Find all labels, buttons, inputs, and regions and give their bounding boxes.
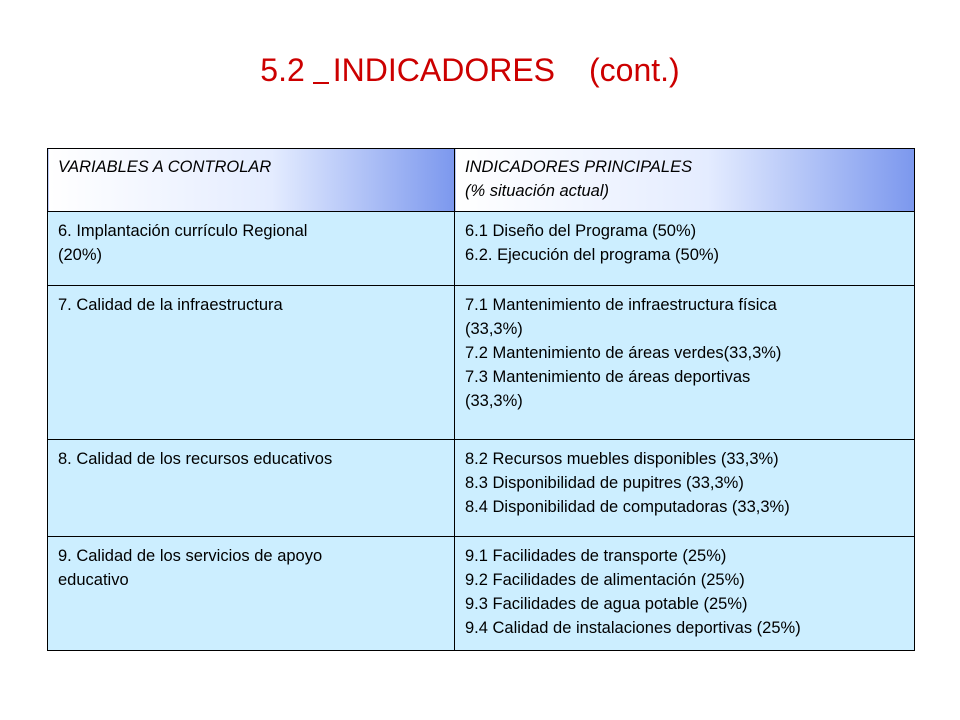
indicator-cell	[455, 537, 915, 651]
indicator-line: 7.2 Mantenimiento de áreas verdes(33,3%)	[465, 344, 782, 362]
variable-cell	[48, 440, 455, 537]
variable-line: (20%)	[58, 246, 103, 264]
indicator-cell	[455, 286, 915, 440]
variable-cell	[48, 212, 455, 286]
indicator-line: 8.4 Disponibilidad de computadoras (33,3%)	[465, 498, 790, 516]
indicator-line: 6.2. Ejecución del programa (50%)	[465, 246, 720, 264]
table-header-row	[48, 149, 915, 212]
indicator-line: (33,3%)	[465, 320, 523, 338]
header-indicators-note: (% situación actual)	[465, 182, 609, 200]
indicator-line: 9.1 Facilidades de transporte (25%)	[465, 547, 727, 565]
indicator-line: 7.1 Mantenimiento de infraestructura física	[465, 296, 777, 314]
variable-line: educativo	[58, 571, 129, 589]
indicator-line: 9.3 Facilidades de agua potable (25%)	[465, 595, 748, 613]
variable-line: 7. Calidad de la infraestructura	[58, 296, 283, 314]
indicator-line: 8.2 Recursos muebles disponibles (33,3%)	[465, 450, 779, 468]
header-indicators	[455, 149, 915, 212]
indicator-line: 7.3 Mantenimiento de áreas deportivas	[465, 368, 751, 386]
variable-line: 8. Calidad de los recursos educativos	[58, 450, 333, 468]
indicators-table	[47, 148, 915, 651]
indicator-line: (33,3%)	[465, 392, 523, 410]
indicator-cell	[455, 440, 915, 537]
variable-line: 9. Calidad de los servicios de apoyo	[58, 547, 323, 565]
title-number: 5.2	[260, 52, 305, 88]
indicator-cell	[455, 212, 915, 286]
header-variables	[48, 149, 455, 212]
indicator-line: 9.2 Facilidades de alimentación (25%)	[465, 571, 745, 589]
indicator-line: 6.1 Diseño del Programa (50%)	[465, 222, 697, 240]
indicator-line: 8.3 Disponibilidad de pupitres (33,3%)	[465, 474, 744, 492]
table-row	[48, 537, 915, 651]
table-row	[48, 212, 915, 286]
header-variables-label: VARIABLES A CONTROLAR	[58, 158, 272, 176]
variable-cell	[48, 537, 455, 651]
header-indicators-label: INDICADORES PRINCIPALES	[465, 158, 693, 176]
indicator-line: 9.4 Calidad de instalaciones deportivas (25%)	[465, 619, 801, 637]
variable-line: 6. Implantación currículo Regional	[58, 222, 308, 240]
title-separator	[313, 82, 329, 84]
page-title	[0, 52, 940, 89]
title-text: INDICADORES	[332, 52, 556, 88]
variable-cell	[48, 286, 455, 440]
table-row	[48, 286, 915, 440]
title-suffix: (cont.)	[589, 52, 680, 88]
table-row	[48, 440, 915, 537]
